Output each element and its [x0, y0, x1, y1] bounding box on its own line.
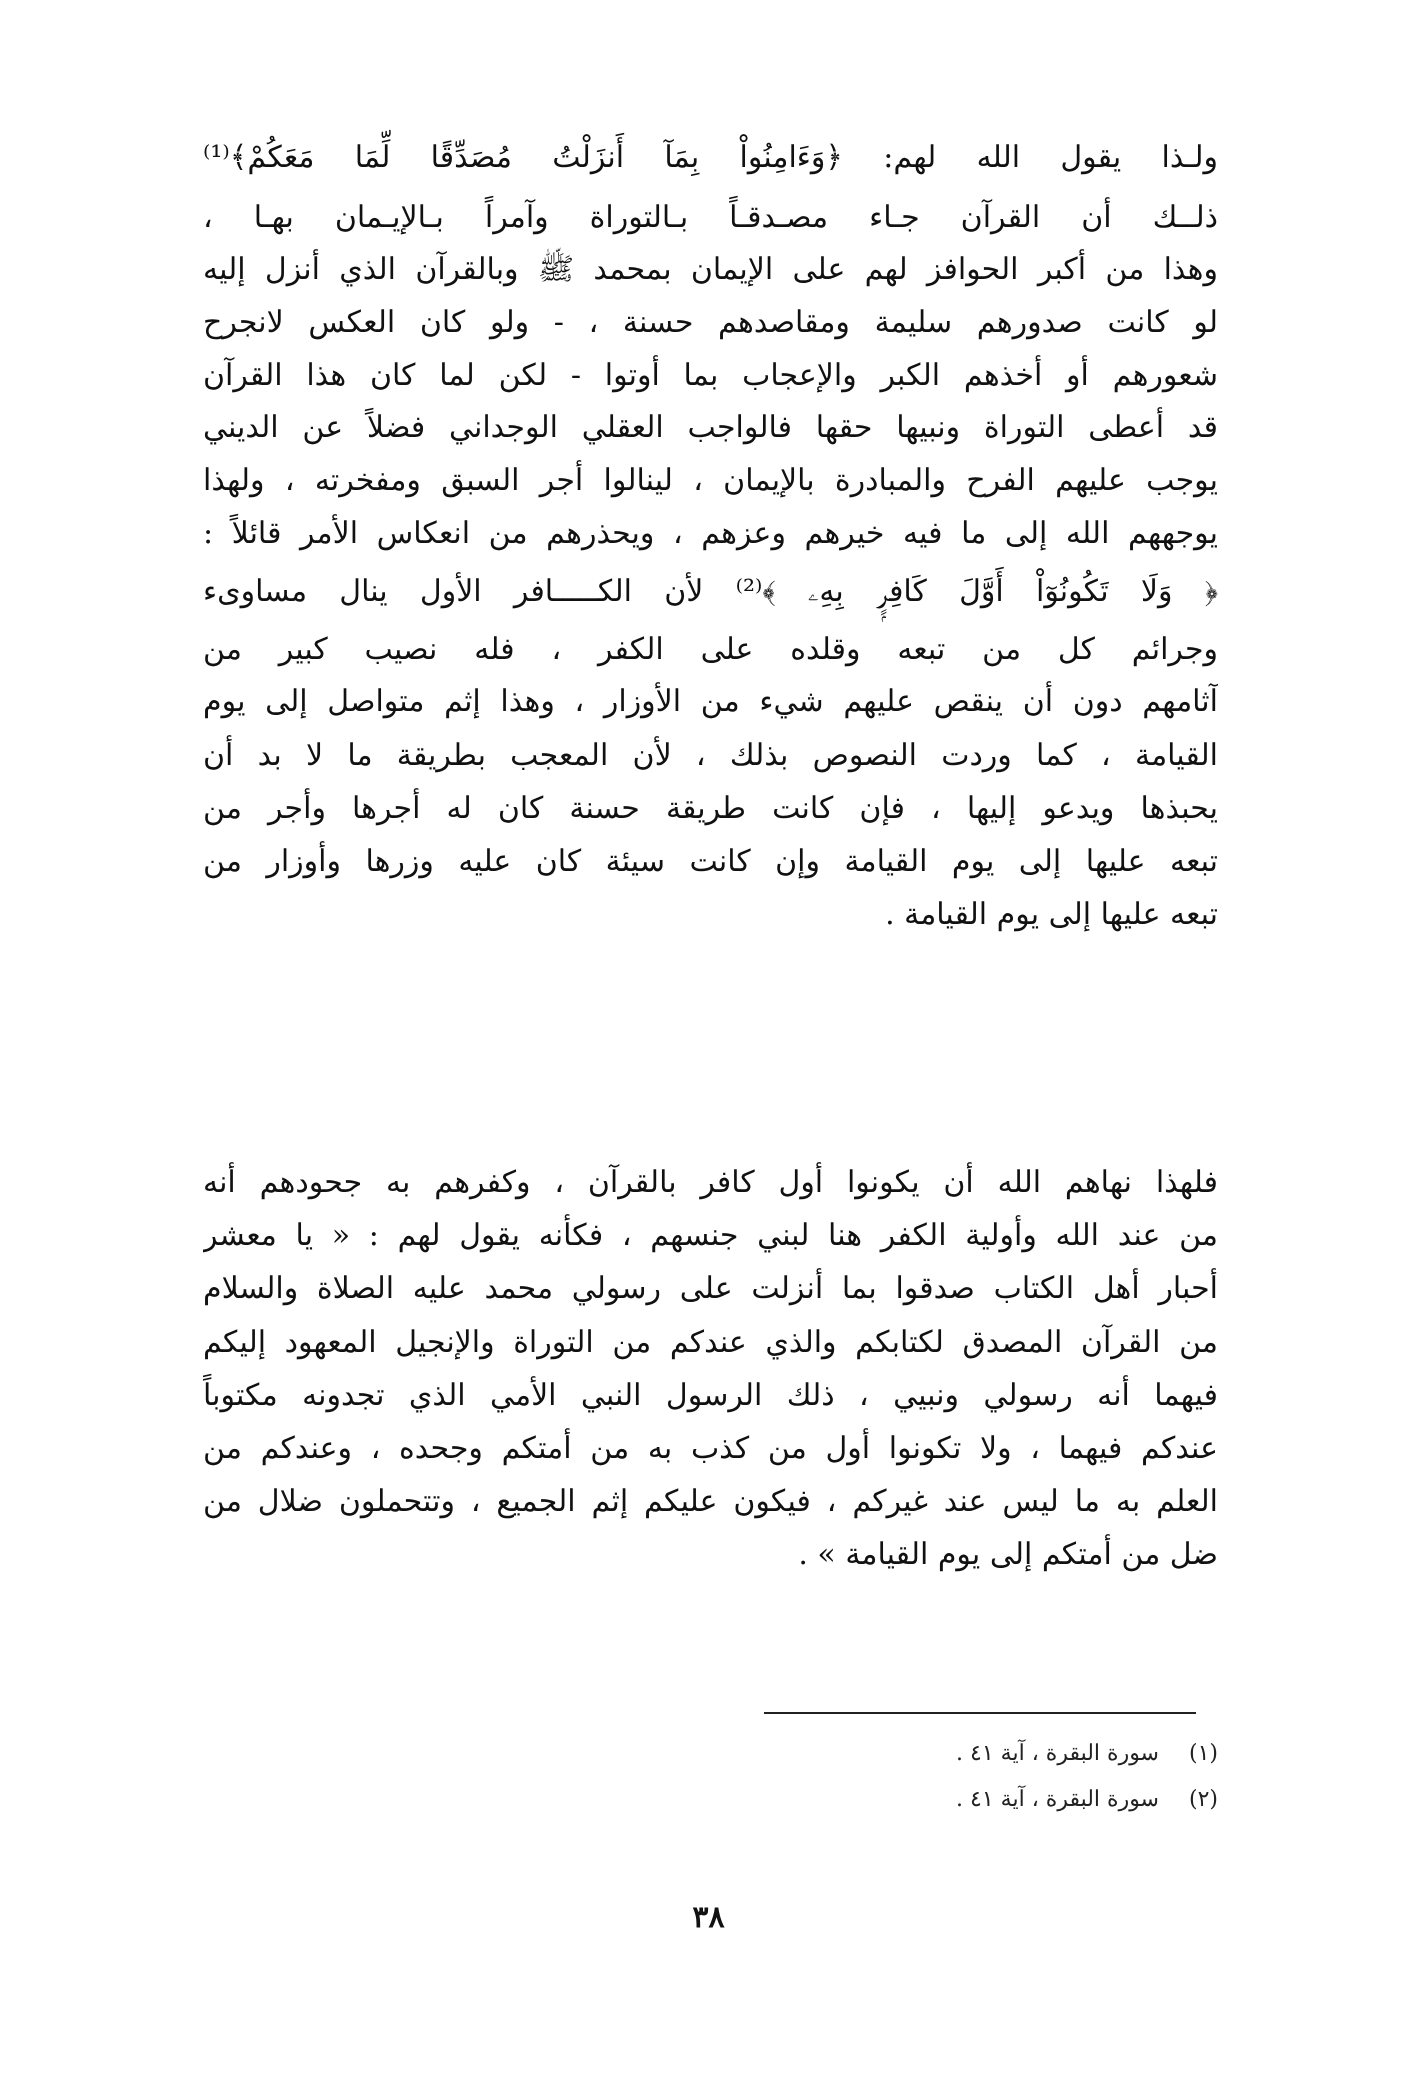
- body-line: لو كانت صدورهم سليمة ومقاصدهم حسنة ، - ولو كان العكس لانجرح: [203, 305, 1218, 340]
- footnote-2: [818, 1780, 1218, 1820]
- body-line: العلم به ما ليس عند غيركم ، فيكون عليكم إثم الجميع ، وتتحملون ضلال من: [203, 1484, 1218, 1519]
- body-line: وجرائم كل من تبعه وقلده على الكفر ، فله نصيب كبير من: [203, 632, 1218, 667]
- body-line: وهذا من أكبر الحوافز لهم على الإيمان بمحمد ﷺ وبالقرآن الذي أنزل إليه: [203, 252, 1218, 287]
- body-line: عندكم فيهما ، ولا تكونوا أول من كذب به من أمتكم وجحده ، وعندكم من: [203, 1431, 1218, 1466]
- body-line: تبعه عليها إلى يوم القيامة .: [885, 897, 1218, 932]
- body-line: ولـذا يقول الله لهم: ﴿وَءَامِنُواْ بِمَآ أَنزَلْتُ مُصَدِّقًا لِّمَا مَعَكُمْ﴾⁽¹⁾: [203, 140, 1218, 175]
- body-line: تبعه عليها إلى يوم القيامة وإن كانت سيئة كان عليه وزرها وأوزار من: [203, 844, 1218, 879]
- body-line: أحبار أهل الكتاب صدقوا بما أنزلت على رسولي محمد عليه الصلاة والسلام: [203, 1271, 1218, 1306]
- body-line: فيهما أنه رسولي ونبيي ، ذلك الرسول النبي الأمي الذي تجدونه مكتوباً: [203, 1378, 1218, 1413]
- body-line: من عند الله وأولية الكفر هنا لبني جنسهم ، فكأنه يقول لهم : « يا معشر: [203, 1218, 1218, 1253]
- body-line: يوجههم الله إلى ما فيه خيرهم وعزهم ، ويحذرهم من انعكاس الأمر قائلاً :: [203, 516, 1218, 551]
- footnote-1: [818, 1734, 1218, 1774]
- body-line: ضل من أمتكم إلى يوم القيامة » .: [798, 1537, 1218, 1572]
- page-number: ٣٨: [692, 1900, 725, 1935]
- body-line: يوجب عليهم الفرح والمبادرة بالإيمان ، لينالوا أجر السبق ومفخرته ، ولهذا: [203, 463, 1218, 498]
- footnote-number: (٢): [1188, 1787, 1218, 1812]
- body-line: ﴿ وَلَا تَكُونُوٓاْ أَوَّلَ كَافِرٍۭ بِهِۦ ﴾⁽²⁾ لأن الكـــــافر الأول ينال مساوىء: [203, 574, 1218, 609]
- footnote-number: (١): [1188, 1741, 1218, 1766]
- body-line: القيامة ، كما وردت النصوص بذلك ، لأن المعجب بطريقة ما لا بد أن: [203, 738, 1218, 773]
- footnote-text: سورة البقرة ، آية ٤١ .: [956, 1741, 1159, 1766]
- footnote-divider: [764, 1712, 1196, 1714]
- body-line: شعورهم أو أخذهم الكبر والإعجاب بما أوتوا - لكن لما كان هذا القرآن: [203, 358, 1218, 393]
- body-line: ذلــك أن القرآن جـاء مصـدقـاً بـالتوراة وآمراً بـالإيـمان بهـا ،: [203, 200, 1218, 235]
- body-line: من القرآن المصدق لكتابكم والذي عندكم من التوراة والإنجيل المعهود إليكم: [203, 1325, 1218, 1360]
- body-line: فلهذا نهاهم الله أن يكونوا أول كافر بالقرآن ، وكفرهم به جحودهم أنه: [203, 1165, 1218, 1200]
- body-line: قد أعطى التوراة ونبيها حقها فالواجب العقلي الوجداني فضلاً عن الديني: [203, 410, 1218, 445]
- body-line: آثامهم دون أن ينقص عليهم شيء من الأوزار ، وهذا إثم متواصل إلى يوم: [203, 684, 1218, 719]
- body-line: يحبذها ويدعو إليها ، فإن كانت طريقة حسنة كان له أجرها وأجر من: [203, 791, 1218, 826]
- footnote-text: سورة البقرة ، آية ٤١ .: [956, 1787, 1159, 1812]
